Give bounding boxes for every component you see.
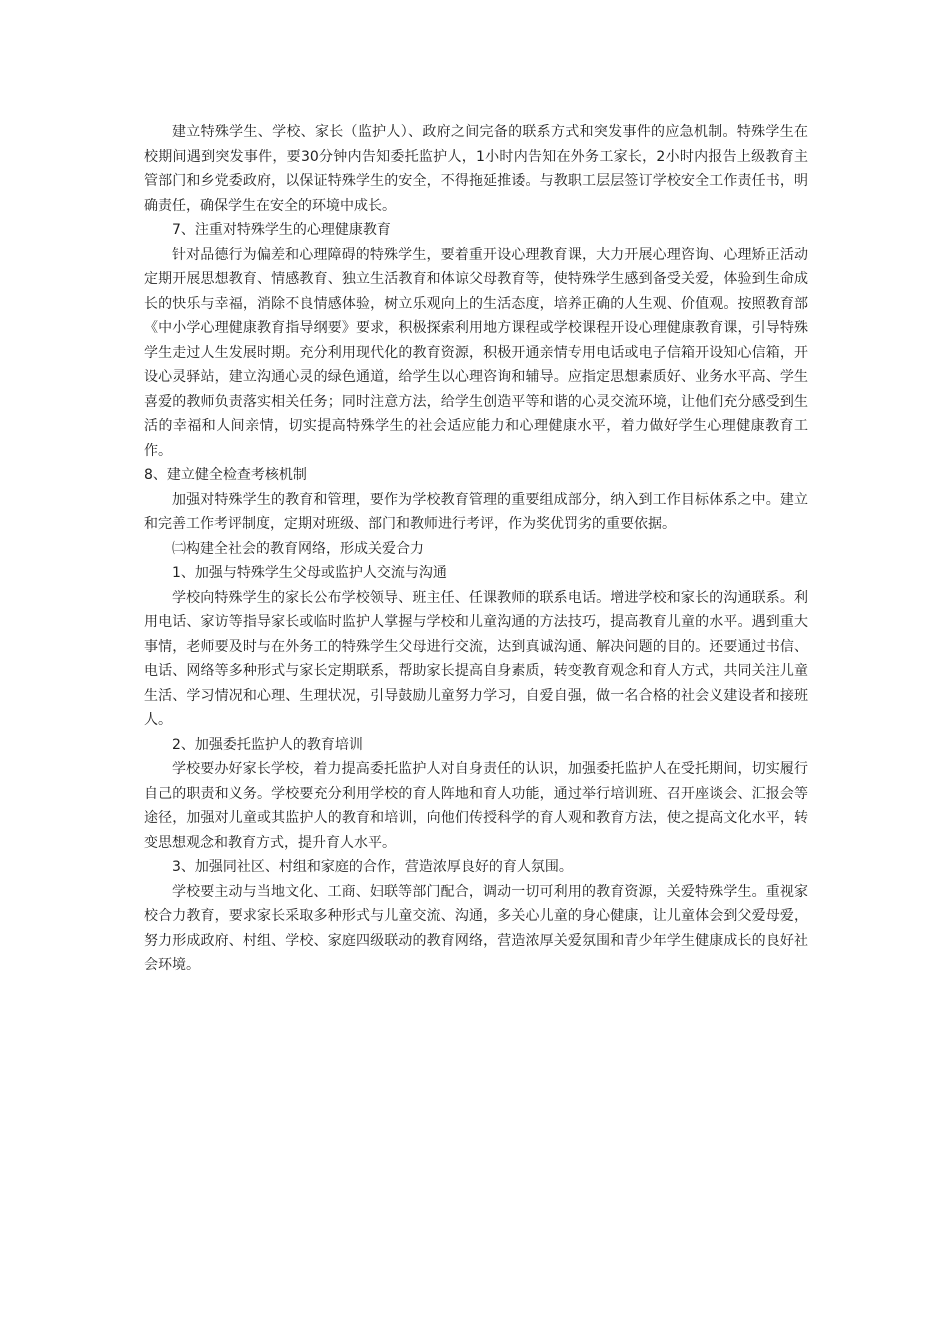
paragraph-inspection-mechanism: 加强对特殊学生的教育和管理，要作为学校教育管理的重要组成部分，纳入到工作目标体系之中。建立和完善工作考评制度，定期对班级、部门和教师进行考评，作为奖优罚劣的重要依据。: [144, 491, 808, 532]
paragraph-parent-communication: 学校向特殊学生的家长公布学校领导、班主任、任课教师的联系电话。增进学校和家长的沟通联系。利用电话、家访等指导家长或临时监护人掌握与学校和儿童沟通的方法技巧，提高教育儿童的水平。遇到重大事情，老师要及时与在外务工的特殊学生父母进行交流，达到真诚沟通、解决问题的目的。还要通过书信、电话、网络等多种形式与家长定期联系，帮助家长提高自身素质，转变教育观念和育人方式，共同关注儿童生活、学习情况和心理、生理状况，引导鼓励儿童努力学习，自爱自强，做一名合格的社会义建设者和接班人。: [144, 589, 808, 728]
paragraph-mental-health: 针对品德行为偏差和心理障碍的特殊学生，要着重开设心理教育课，大力开展心理咨询、心理矫正活动定期开展思想教育、情感教育、独立生活教育和体谅父母教育等，使特殊学生感到备受关爱，体验到生命成长的快乐与幸福，消除不良情感体验，树立乐观向上的生活态度，培养正确的人生观、价值观。按照教育部《中小学心理健康教育指导纲要》要求，积极探索利用地方课程或学校课程开设心理健康教育课，引导特殊学生走过人生发展时期。充分利用现代化的教育资源，积极开通亲情专用电话或电子信箱开设知心信箱，开设心灵驿站，建立沟通心灵的绿色通道，给学生以心理咨询和辅导。应指定思想素质好、业务水平高、学生喜爱的教师负责落实相关任务；同时注意方法，给学生创造平等和谐的心灵交流环境，让他们充分感受到生活的幸福和人间亲情，切实提高特殊学生的社会适应能力和心理健康水平，着力做好学生心理健康教育工作。: [144, 246, 808, 459]
heading-education-network: ㈡构建全社会的教育网络，形成关爱合力: [172, 540, 424, 557]
heading-inspection-mechanism: 8、建立健全检查考核机制: [144, 467, 307, 483]
heading-parent-communication: 1、加强与特殊学生父母或监护人交流与沟通: [172, 565, 447, 581]
heading-community-cooperation: 3、加强同社区、村组和家庭的合作，营造浓厚良好的育人氛围。: [172, 859, 573, 875]
heading-guardian-training: 2、加强委托监护人的教育培训: [172, 736, 363, 753]
document-page: [144, 120, 808, 978]
paragraph-community-cooperation: 学校要主动与当地文化、工商、妇联等部门配合，调动一切可利用的教育资源，关爱特殊学生。重视家校合力教育，要求家长采取多种形式与儿童交流、沟通，多关心儿童的身心健康，让儿童体会到父爱母爱，努力形成政府、村组、学校、家庭四级联动的教育网络，营造浓厚关爱氛围和青少年学生健康成长的良好社会环境。: [144, 883, 808, 973]
heading-mental-health: 7、注重对特殊学生的心理健康教育: [172, 222, 391, 238]
paragraph-emergency-mechanism: 建立特殊学生、学校、家长（监护人）、政府之间完备的联系方式和突发事件的应急机制。特殊学生在校期间遇到突发事件，要30分钟内告知委托监护人，1小时内告知在外务工家长，2小时内报告上级教育主管部门和乡党委政府，以保证特殊学生的安全，不得拖延推诿。与教职工层层签订学校安全工作责任书，明确责任，确保学生在安全的环境中成长。: [144, 124, 808, 214]
paragraph-guardian-training: 学校要办好家长学校，着力提高委托监护人对自身责任的认识，加强委托监护人在受托期间，切实履行自己的职责和义务。学校要充分利用学校的育人阵地和育人功能，通过举行培训班、召开座谈会、汇报会等途径，加强对儿童或其监护人的教育和培训，向他们传授科学的育人观和教育方法，使之提高文化水平，转变思想观念和教育方式，提升育人水平。: [144, 761, 808, 851]
